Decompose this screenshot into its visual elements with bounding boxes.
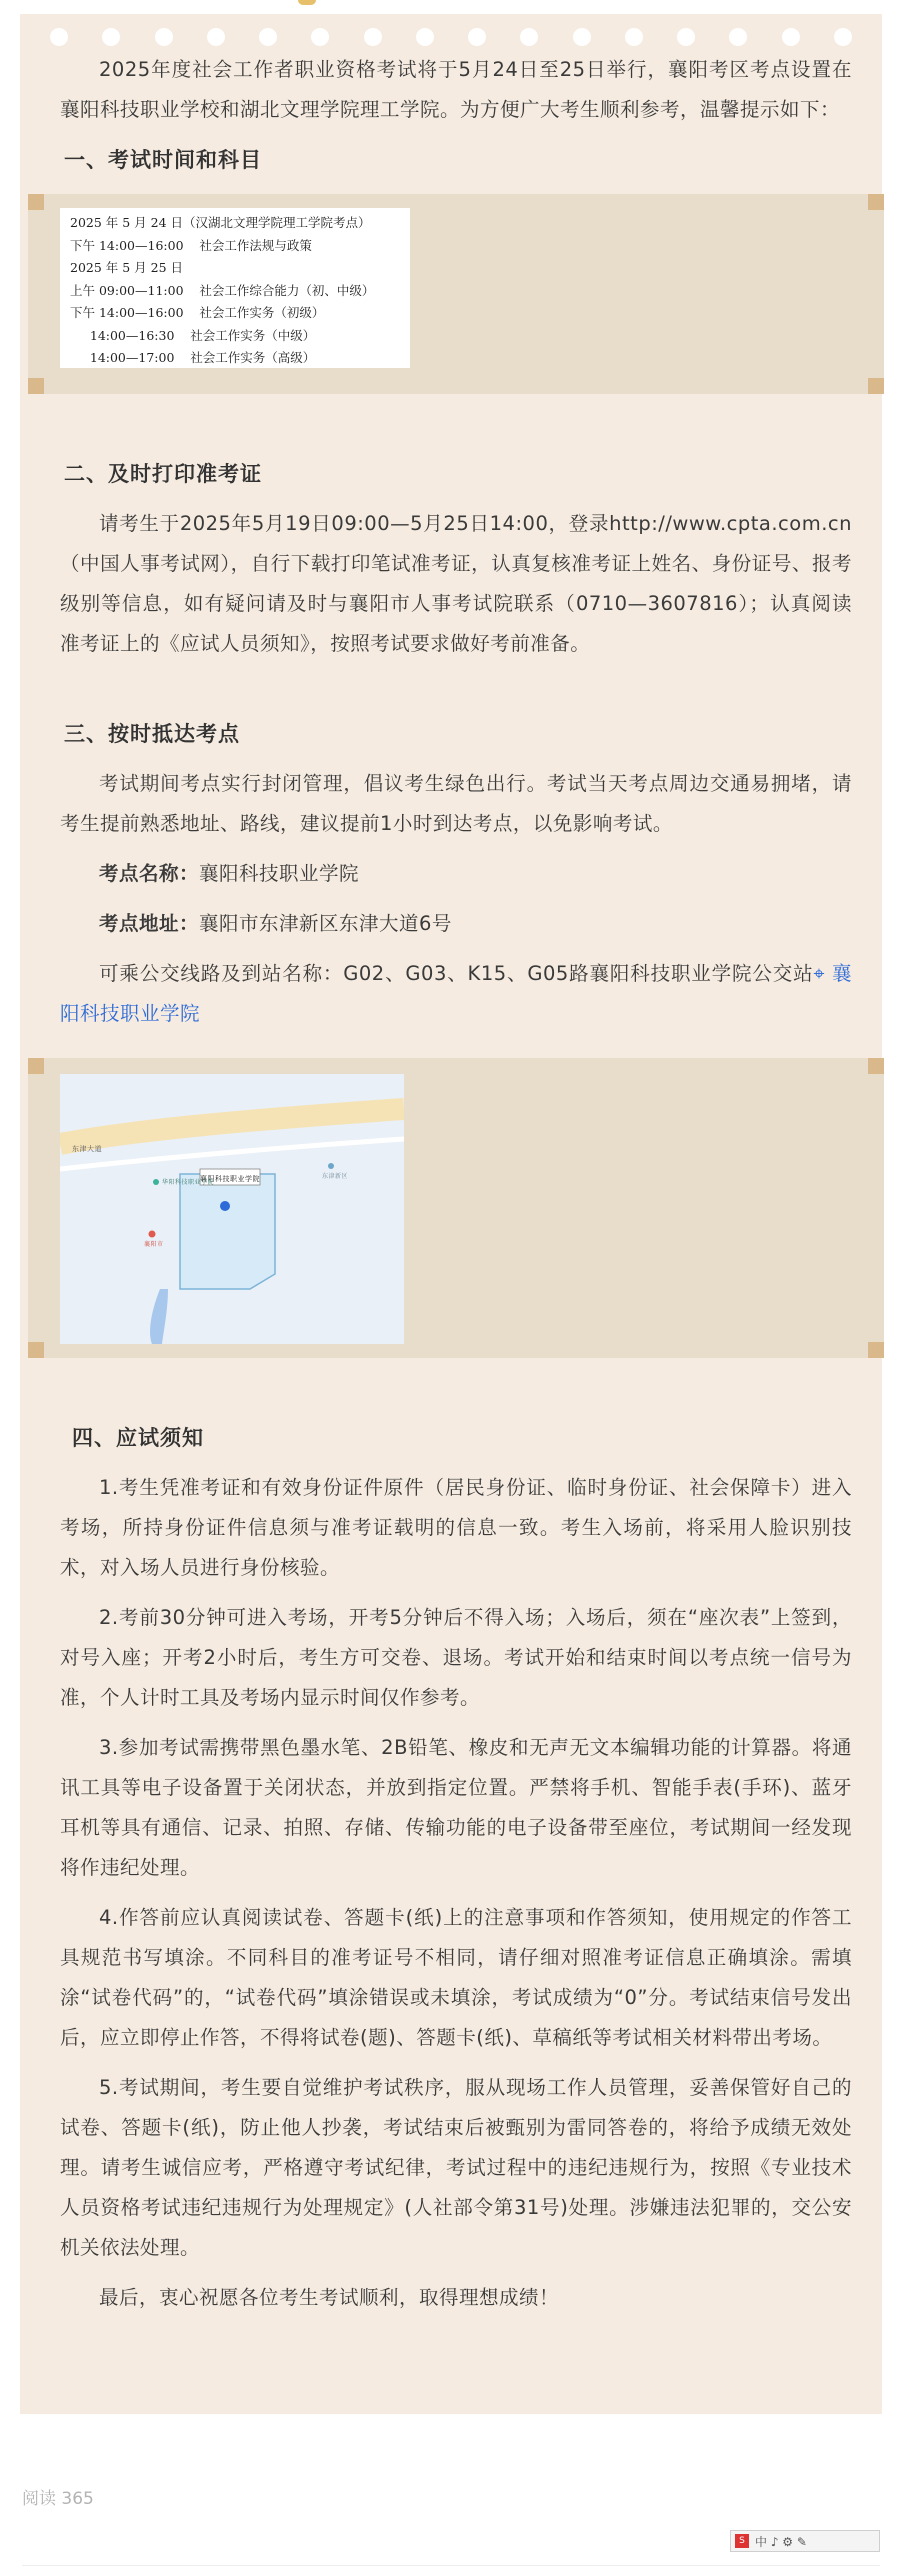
bus-paragraph	[60, 954, 852, 1034]
schedule-line: 2025 年 5 月 25 日	[70, 260, 184, 275]
arrive-paragraph: 考试期间考点实行封闭管理，倡议考生绿色出行。考试当天考点周边交通易拥堵，请考生提前熟悉地址、路线，建议提前1小时到达考点，以免影响考试。	[60, 772, 852, 835]
schedule-line: 上午 09:00—11:00 社会工作综合能力（初、中级）	[70, 282, 375, 298]
section-title-arrive: 三、按时抵达考点	[64, 722, 240, 746]
venue-name-value: 襄阳科技职业学院	[199, 862, 360, 885]
exam-schedule-image	[60, 208, 410, 368]
venue-address-value: 襄阳市东津新区东津大道6号	[199, 912, 452, 935]
schedule-line: 14:00—16:30 社会工作实务（中级）	[70, 327, 316, 343]
intro-paragraph: 2025年度社会工作者职业资格考试将于5月24日至25日举行，襄阳考区考点设置在襄阳科技职业学校和湖北文理学院理工学院。为方便广大考生顺利参考，温馨提示如下：	[60, 58, 852, 121]
input-method-toolbar[interactable]	[730, 2530, 880, 2552]
section-title-admission-ticket: 二、及时打印准考证	[64, 462, 262, 486]
toolbar-icons[interactable]: 中 ♪ ⚙ ✎	[755, 2534, 807, 2549]
map-graphic	[60, 1074, 404, 1344]
ime-logo-icon: S	[735, 2534, 749, 2548]
divider	[22, 2565, 880, 2566]
venue-name-label: 考点名称：	[99, 862, 200, 885]
map-poi-red: 襄阳市	[144, 1241, 164, 1248]
notice-item: 4.作答前应认真阅读试卷、答题卡(纸)上的注意事项和作答须知，使用规定的作答工具规范书写填涂。不同科目的准考证号不相同，请仔细对照准考证信息正确填涂。需填涂“试卷代码”的，“试卷代码”填涂错误或未填涂，考试成绩为“0”分。考试结束信号发出后，应立即停止作答，不得将试卷(题)、答题卡(纸)、草稿纸等考试相关材料带出考场。	[60, 1906, 852, 2049]
map-pin-icon	[220, 1201, 230, 1211]
section-title-exam-time: 一、考试时间和科目	[64, 148, 262, 172]
venue-address-line	[60, 904, 852, 944]
notice-item: 1.考生凭准考证和有效身份证件原件（居民身份证、临时身份证、社会保障卡）进入考场，所持身份证件信息须与准考证载明的信息一致。考生入场前，将采用人脸识别技术，对入场人员进行身份核验。	[60, 1476, 852, 1579]
notice-item: 3.参加考试需携带黑色墨水笔、2B铅笔、橡皮和无声无文本编辑功能的计算器。将通讯工具等电子设备置于关闭状态，并放到指定位置。严禁将手机、智能手表(手环)、蓝牙耳机等具有通信、记录、拍照、存储、传输功能的电子设备带至座位，考试期间一经发现将作违纪处理。	[60, 1736, 852, 1879]
schedule-line: 14:00—17:00 社会工作实务（高级）	[70, 350, 316, 365]
location-map[interactable]	[60, 1074, 404, 1344]
map-poi-right: 东津新区	[322, 1173, 349, 1180]
campus-area	[180, 1174, 275, 1289]
location-link-label: 襄阳科技职业学院	[60, 962, 852, 1025]
section-title-notice: 四、应试须知	[72, 1426, 204, 1450]
schedule-image-frame	[28, 194, 884, 394]
map-poi-main: 襄阳科技职业学院	[200, 1175, 260, 1183]
bus-text: 可乘公交线路及到站名称：G02、G03、K15、G05路襄阳科技职业学院公交站	[99, 962, 814, 985]
map-poi-left: 华阳科技职业学院	[162, 1179, 215, 1186]
read-count: 阅读 365	[22, 2489, 94, 2509]
admission-ticket-paragraph: 请考生于2025年5月19日09:00—5月25日14:00，登录http://www.cpta.com.cn（中国人事考试网），自行下载打印笔试准考证，认真复核准考证上姓名、身份证号、报考级别等信息，如有疑问请及时与襄阳市人事考试院联系（0710—3607816）；认真阅读准考证上的《应试人员须知》，按照考试要求做好考前准备。	[60, 512, 852, 655]
schedule-line: 下午 14:00—16:00 社会工作法规与政策	[70, 237, 312, 253]
location-pin-icon: ⌖	[813, 962, 825, 985]
article-content	[60, 40, 852, 2328]
map-image-frame	[28, 1058, 884, 1358]
notice-item: 2.考前30分钟可进入考场，开考5分钟后不得入场；入场后，须在“座次表”上签到，对号入座；开考2小时后，考生方可交卷、退场。考试开始和结束时间以考点统一信号为准，个人计时工具及考场内显示时间仅作参考。	[60, 1606, 852, 1709]
closing-paragraph: 最后，衷心祝愿各位考生考试顺利，取得理想成绩！	[99, 2286, 560, 2309]
schedule-line: 2025 年 5 月 24 日（汉湖北文理学院理工学院考点）	[70, 215, 371, 230]
notice-item: 5.考试期间，考生要自觉维护考试秩序，服从现场工作人员管理，妥善保管好自己的试卷、答题卡(纸)，防止他人抄袭，考试结束后被甄别为雷同答卷的，将给予成绩无效处理。请考生诚信应考，严格遵守考试纪律，考试过程中的违纪违规行为，按照《专业技术人员资格考试违纪违规行为处理规定》(人社部令第31号)处理。涉嫌违法犯罪的，交公安机关依法处理。	[60, 2076, 852, 2259]
venue-address-label: 考点地址：	[99, 912, 200, 935]
map-road-label: 东津大道	[72, 1145, 102, 1153]
top-accent	[298, 0, 316, 5]
venue-name-line	[60, 854, 852, 894]
schedule-line: 下午 14:00—16:00 社会工作实务（初级）	[70, 305, 325, 320]
